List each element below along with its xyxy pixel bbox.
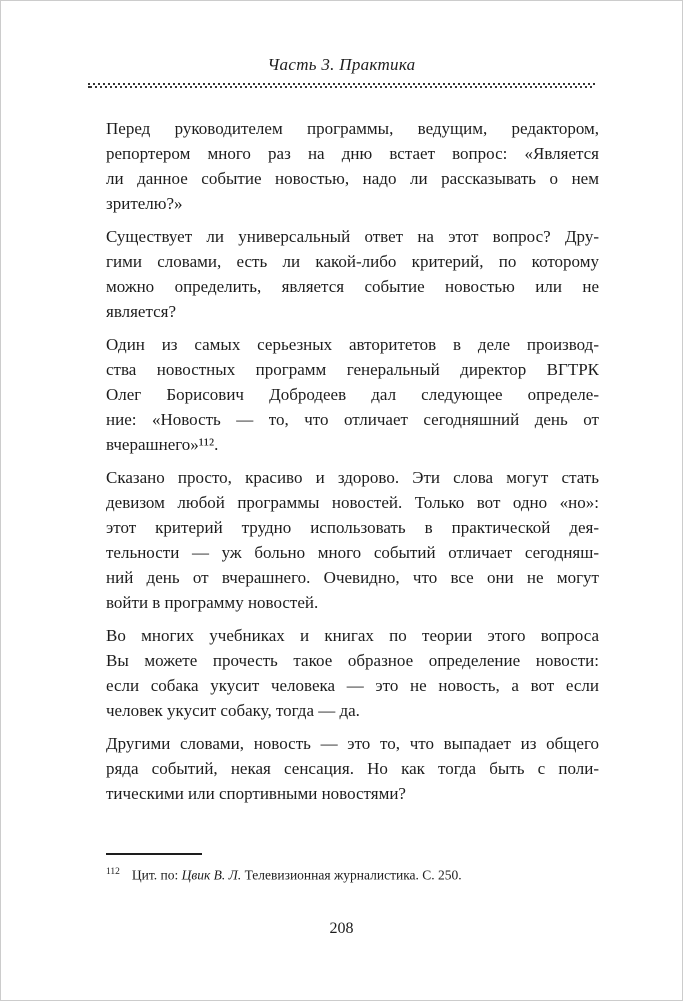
text-line: тическими или спортивными новостями? (106, 784, 406, 803)
text-line: этот критерий трудно использовать в практической дея- (106, 518, 599, 537)
paragraph (106, 731, 599, 806)
text-line: войти в программу новостей. (106, 593, 319, 612)
text-line: зрителю?» (106, 194, 183, 213)
footnote-rule (106, 853, 202, 855)
text-line: Перед руководителем программы, ведущим, редактором, (106, 119, 599, 138)
paragraph (106, 465, 599, 615)
footnote (106, 863, 601, 885)
footnote-author: Цвик В. Л. (181, 867, 242, 883)
text-line: Вы можете прочесть такое образное определение новости: (106, 651, 599, 670)
footnote-marker: 112 (106, 867, 120, 877)
paragraph (106, 116, 599, 216)
text-line: Существует ли универсальный ответ на этот вопрос? Дру- (106, 227, 599, 246)
text-line: девизом любой программы новостей. Только вот одно «но»: (106, 493, 599, 512)
text-line: Другими словами, новость — это то, что выпадает из общего (106, 734, 599, 753)
text-line: ний день от вчерашнего. Очевидно, что все они не могут (106, 568, 599, 587)
footnote-text-prefix: Цит. по: (131, 867, 182, 883)
page-body (106, 116, 599, 806)
text-line: репортером много раз на дню встает вопрос: «Является (106, 144, 599, 163)
text-line: является? (106, 302, 177, 321)
page-number: 208 (329, 920, 354, 937)
paragraph (106, 332, 599, 457)
text-line: ние: «Новость — то, что отличает сегодняшний день от (106, 410, 599, 429)
text-line: ряда событий, некая сенсация. Но как тогда быть с поли- (106, 759, 599, 778)
chapter-header: Часть 3. Практика (267, 55, 416, 74)
text-line: можно определить, является событие новостью или не (106, 277, 599, 296)
text-line: если собака укусит человека — это не новость, а вот если (106, 676, 599, 695)
text-line: гими словами, есть ли какой-либо критерий, по которому (106, 252, 599, 271)
text-line: вчерашнего»¹¹². (106, 435, 219, 454)
text-line: тельности — уж больно много событий отличает сегодняш- (106, 543, 599, 562)
header-dotted-rule (88, 83, 595, 88)
paragraph (106, 224, 599, 324)
text-line: Один из самых серьезных авторитетов в деле производ- (106, 335, 599, 354)
text-line: ства новостных программ генеральный директор ВГТРК (106, 360, 599, 379)
text-line: Во многих учебниках и книгах по теории этого вопроса (106, 626, 599, 645)
text-line: Олег Борисович Добродеев дал следующее определе- (106, 385, 599, 404)
text-line: человек укусит собаку, тогда — да. (106, 701, 360, 720)
text-line: ли данное событие новостью, надо ли рассказывать о нем (106, 169, 599, 188)
paragraph (106, 623, 599, 723)
text-line: Сказано просто, красиво и здорово. Эти слова могут стать (106, 468, 599, 487)
footnote-text-suffix: Телевизионная журналистика. С. 250. (241, 867, 462, 883)
